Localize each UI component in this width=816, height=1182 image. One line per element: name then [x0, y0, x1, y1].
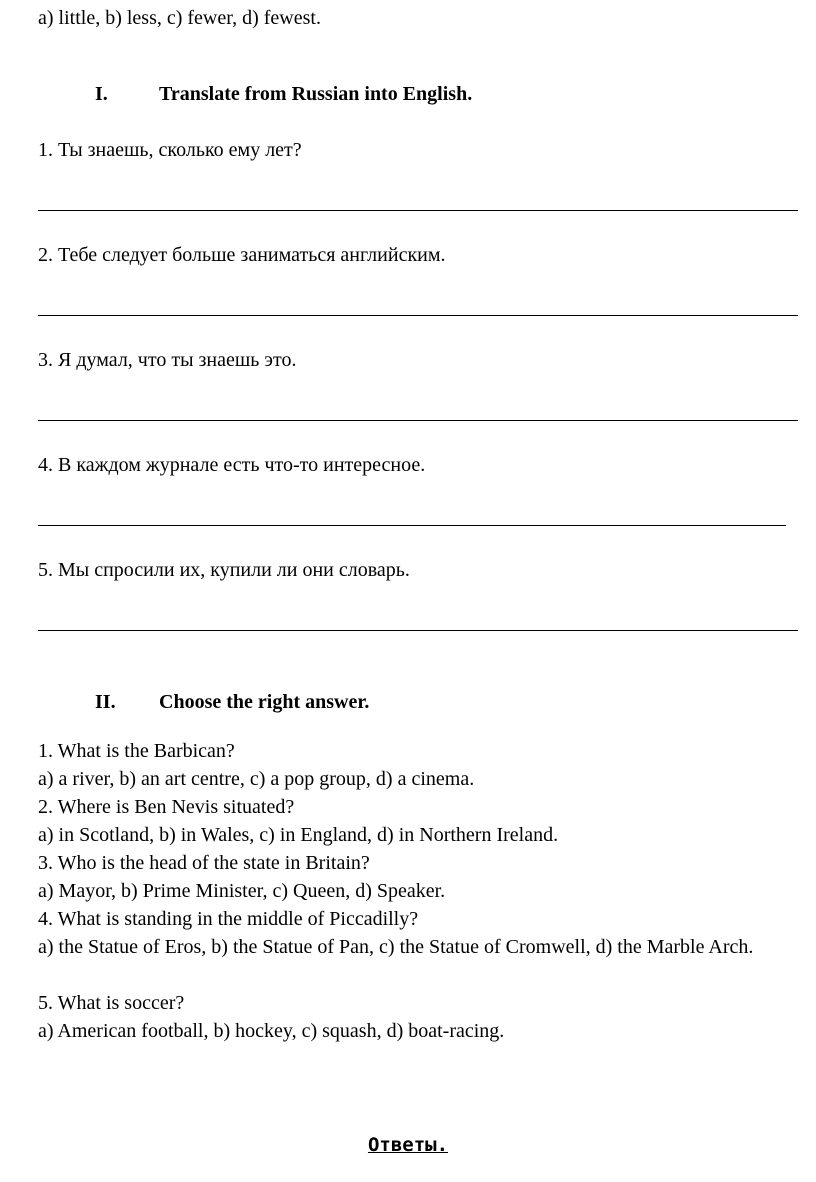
quiz-question-2: 2. Where is Ben Nevis situated? [38, 796, 295, 818]
section-1-number: I. [95, 83, 108, 105]
section-2-number: II. [95, 691, 116, 713]
section-1-title: Translate from Russian into English. [159, 83, 473, 105]
quiz-options-3: a) Mayor, b) Prime Minister, c) Queen, d) Speaker. [38, 880, 446, 902]
previous-question-options: a) little, b) less, c) fewer, d) fewest. [38, 7, 321, 29]
answer-line-1[interactable] [38, 210, 798, 211]
translate-item-3: 3. Я думал, что ты знаешь это. [38, 349, 297, 371]
quiz-question-1: 1. What is the Barbican? [38, 740, 235, 762]
section-2-heading [95, 690, 695, 714]
quiz-question-3: 3. Who is the head of the state in Britain? [38, 852, 370, 874]
answer-line-2[interactable] [38, 315, 798, 316]
translate-item-1: 1. Ты знаешь, сколько ему лет? [38, 139, 302, 161]
quiz-options-4: a) the Statue of Eros, b) the Statue of Pan, c) the Statue of Cromwell, d) the Marble Arch. [38, 936, 754, 958]
section-1-heading [95, 82, 695, 106]
quiz-options-5: a) American football, b) hockey, c) squash, d) boat-racing. [38, 1020, 505, 1042]
translate-item-5: 5. Мы спросили их, купили ли они словарь. [38, 559, 410, 581]
translate-item-4: 4. В каждом журнале есть что-то интересное. [38, 454, 426, 476]
section-2-title: Choose the right answer. [159, 691, 370, 713]
answers-heading: Ответы. [367, 1134, 449, 1156]
quiz-question-4: 4. What is standing in the middle of Piccadilly? [38, 908, 419, 930]
translate-item-2: 2. Тебе следует больше заниматься английским. [38, 244, 446, 266]
quiz-options-2: a) in Scotland, b) in Wales, c) in England, d) in Northern Ireland. [38, 824, 559, 846]
quiz-question-5: 5. What is soccer? [38, 992, 185, 1014]
quiz-options-1: a) a river, b) an art centre, c) a pop group, d) a cinema. [38, 768, 475, 790]
answer-line-4[interactable] [38, 525, 786, 526]
answer-line-5[interactable] [38, 630, 798, 631]
answer-line-3[interactable] [38, 420, 798, 421]
